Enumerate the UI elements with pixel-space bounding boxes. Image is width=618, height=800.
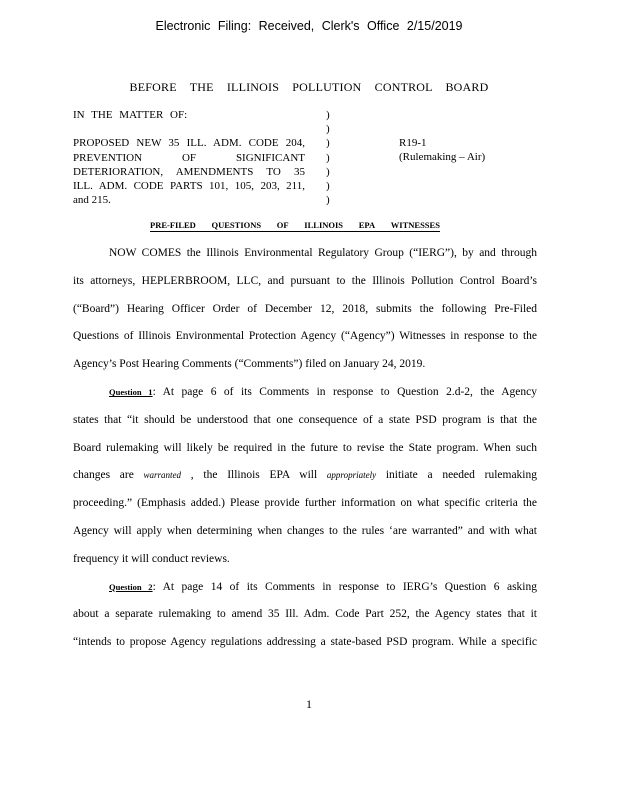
question-1-first-line xyxy=(73,379,537,407)
body-line: Board rulemaking will likely be required in the future to revise the State program. When such xyxy=(73,441,537,454)
docket-number: R19-1 xyxy=(399,137,427,149)
caption-blank-line xyxy=(73,122,305,136)
body-line: frequency it will conduct reviews. xyxy=(73,552,230,565)
document-body xyxy=(73,240,537,657)
docket-block xyxy=(399,136,485,164)
rulemaking-type: (Rulemaking – Air) xyxy=(399,151,486,164)
title-word: ILLINOIS xyxy=(304,220,344,230)
body-line: Questions of Illinois Environmental Protection Agency (“Agency”) Witnesses in response to the xyxy=(73,330,537,343)
emphasis-appropriately: appropriately xyxy=(326,470,377,481)
body-line: “intends to propose Agency regulations addressing a state-based PSD program. While a specific xyxy=(73,636,537,649)
paren: ) xyxy=(326,151,330,164)
caption-matter xyxy=(73,108,305,207)
document-title xyxy=(150,220,440,232)
text-run: changes are xyxy=(73,469,134,482)
caption-line: PREVENTION OF SIGNIFICANT xyxy=(73,151,305,164)
paren: ) xyxy=(326,137,330,150)
paren: ) xyxy=(326,165,330,178)
paren: ) xyxy=(326,123,330,136)
question-1-text: : At page 6 of its Comments in response to Question 2.d-2, the Agency xyxy=(152,385,538,398)
question-2-text: : At page 14 of its Comments in response to IERG’s Question 6 asking xyxy=(152,580,538,593)
page-number: 1 xyxy=(306,697,312,711)
text-run: , the Illinois EPA will xyxy=(190,469,318,482)
question-2-label: Question 2 xyxy=(109,581,153,592)
title-word: QUESTIONS xyxy=(211,220,262,230)
body-line: NOW COMES the Illinois Environmental Regulatory Group (“IERG”), by and through xyxy=(109,247,537,259)
paren: ) xyxy=(326,180,330,193)
caption-line: PROPOSED NEW 35 ILL. ADM. CODE 204, xyxy=(73,137,305,150)
emphasis-warranted: warranted xyxy=(143,470,182,481)
body-line: Agency will apply when determining when changes to the rules ‘are warranted” and with what xyxy=(73,524,537,537)
body-line: proceeding.” (Emphasis added.) Please provide further information on what specific criteria the xyxy=(73,497,537,510)
text-run: initiate a needed rulemaking xyxy=(385,469,537,482)
question-1-label: Question 1 xyxy=(109,386,153,397)
body-line: its attorneys, HEPLERBROOM, LLC, and pursuant to the Illinois Pollution Control Board’s xyxy=(73,274,537,287)
paren: ) xyxy=(326,194,330,207)
body-line: about a separate rulemaking to amend 35 Ill. Adm. Code Part 252, the Agency states that it xyxy=(73,608,537,621)
title-word: PRE-FILED xyxy=(150,220,196,230)
caption-line: and 215. xyxy=(73,194,111,207)
board-heading: BEFORE THE ILLINOIS POLLUTION CONTROL BOARD xyxy=(129,80,489,94)
paren: ) xyxy=(326,109,330,121)
filing-stamp: Electronic Filing: Received, Clerk's Office 2/15/2019 xyxy=(155,19,463,33)
body-line: states that “it should be understood that one consequence of a state PSD program is that the xyxy=(73,413,537,426)
caption-line: ILL. ADM. CODE PARTS 101, 105, 203, 211, xyxy=(73,180,305,193)
body-line: Agency’s Post Hearing Comments (“Comments”) filed on January 24, 2019. xyxy=(73,358,426,371)
body-line-emphasis xyxy=(73,462,537,490)
title-word: WITNESSES xyxy=(390,220,440,230)
body-line: (“Board”) Hearing Officer Order of December 12, 2018, submits the following Pre-Filed xyxy=(73,302,537,315)
title-word: OF xyxy=(276,220,289,230)
title-word: EPA xyxy=(358,220,376,230)
caption-parens xyxy=(326,108,336,207)
question-2-first-line xyxy=(73,574,537,602)
in-the-matter-line: IN THE MATTER OF: xyxy=(73,109,188,121)
caption-line: DETERIORATION, AMENDMENTS TO 35 xyxy=(73,165,305,178)
